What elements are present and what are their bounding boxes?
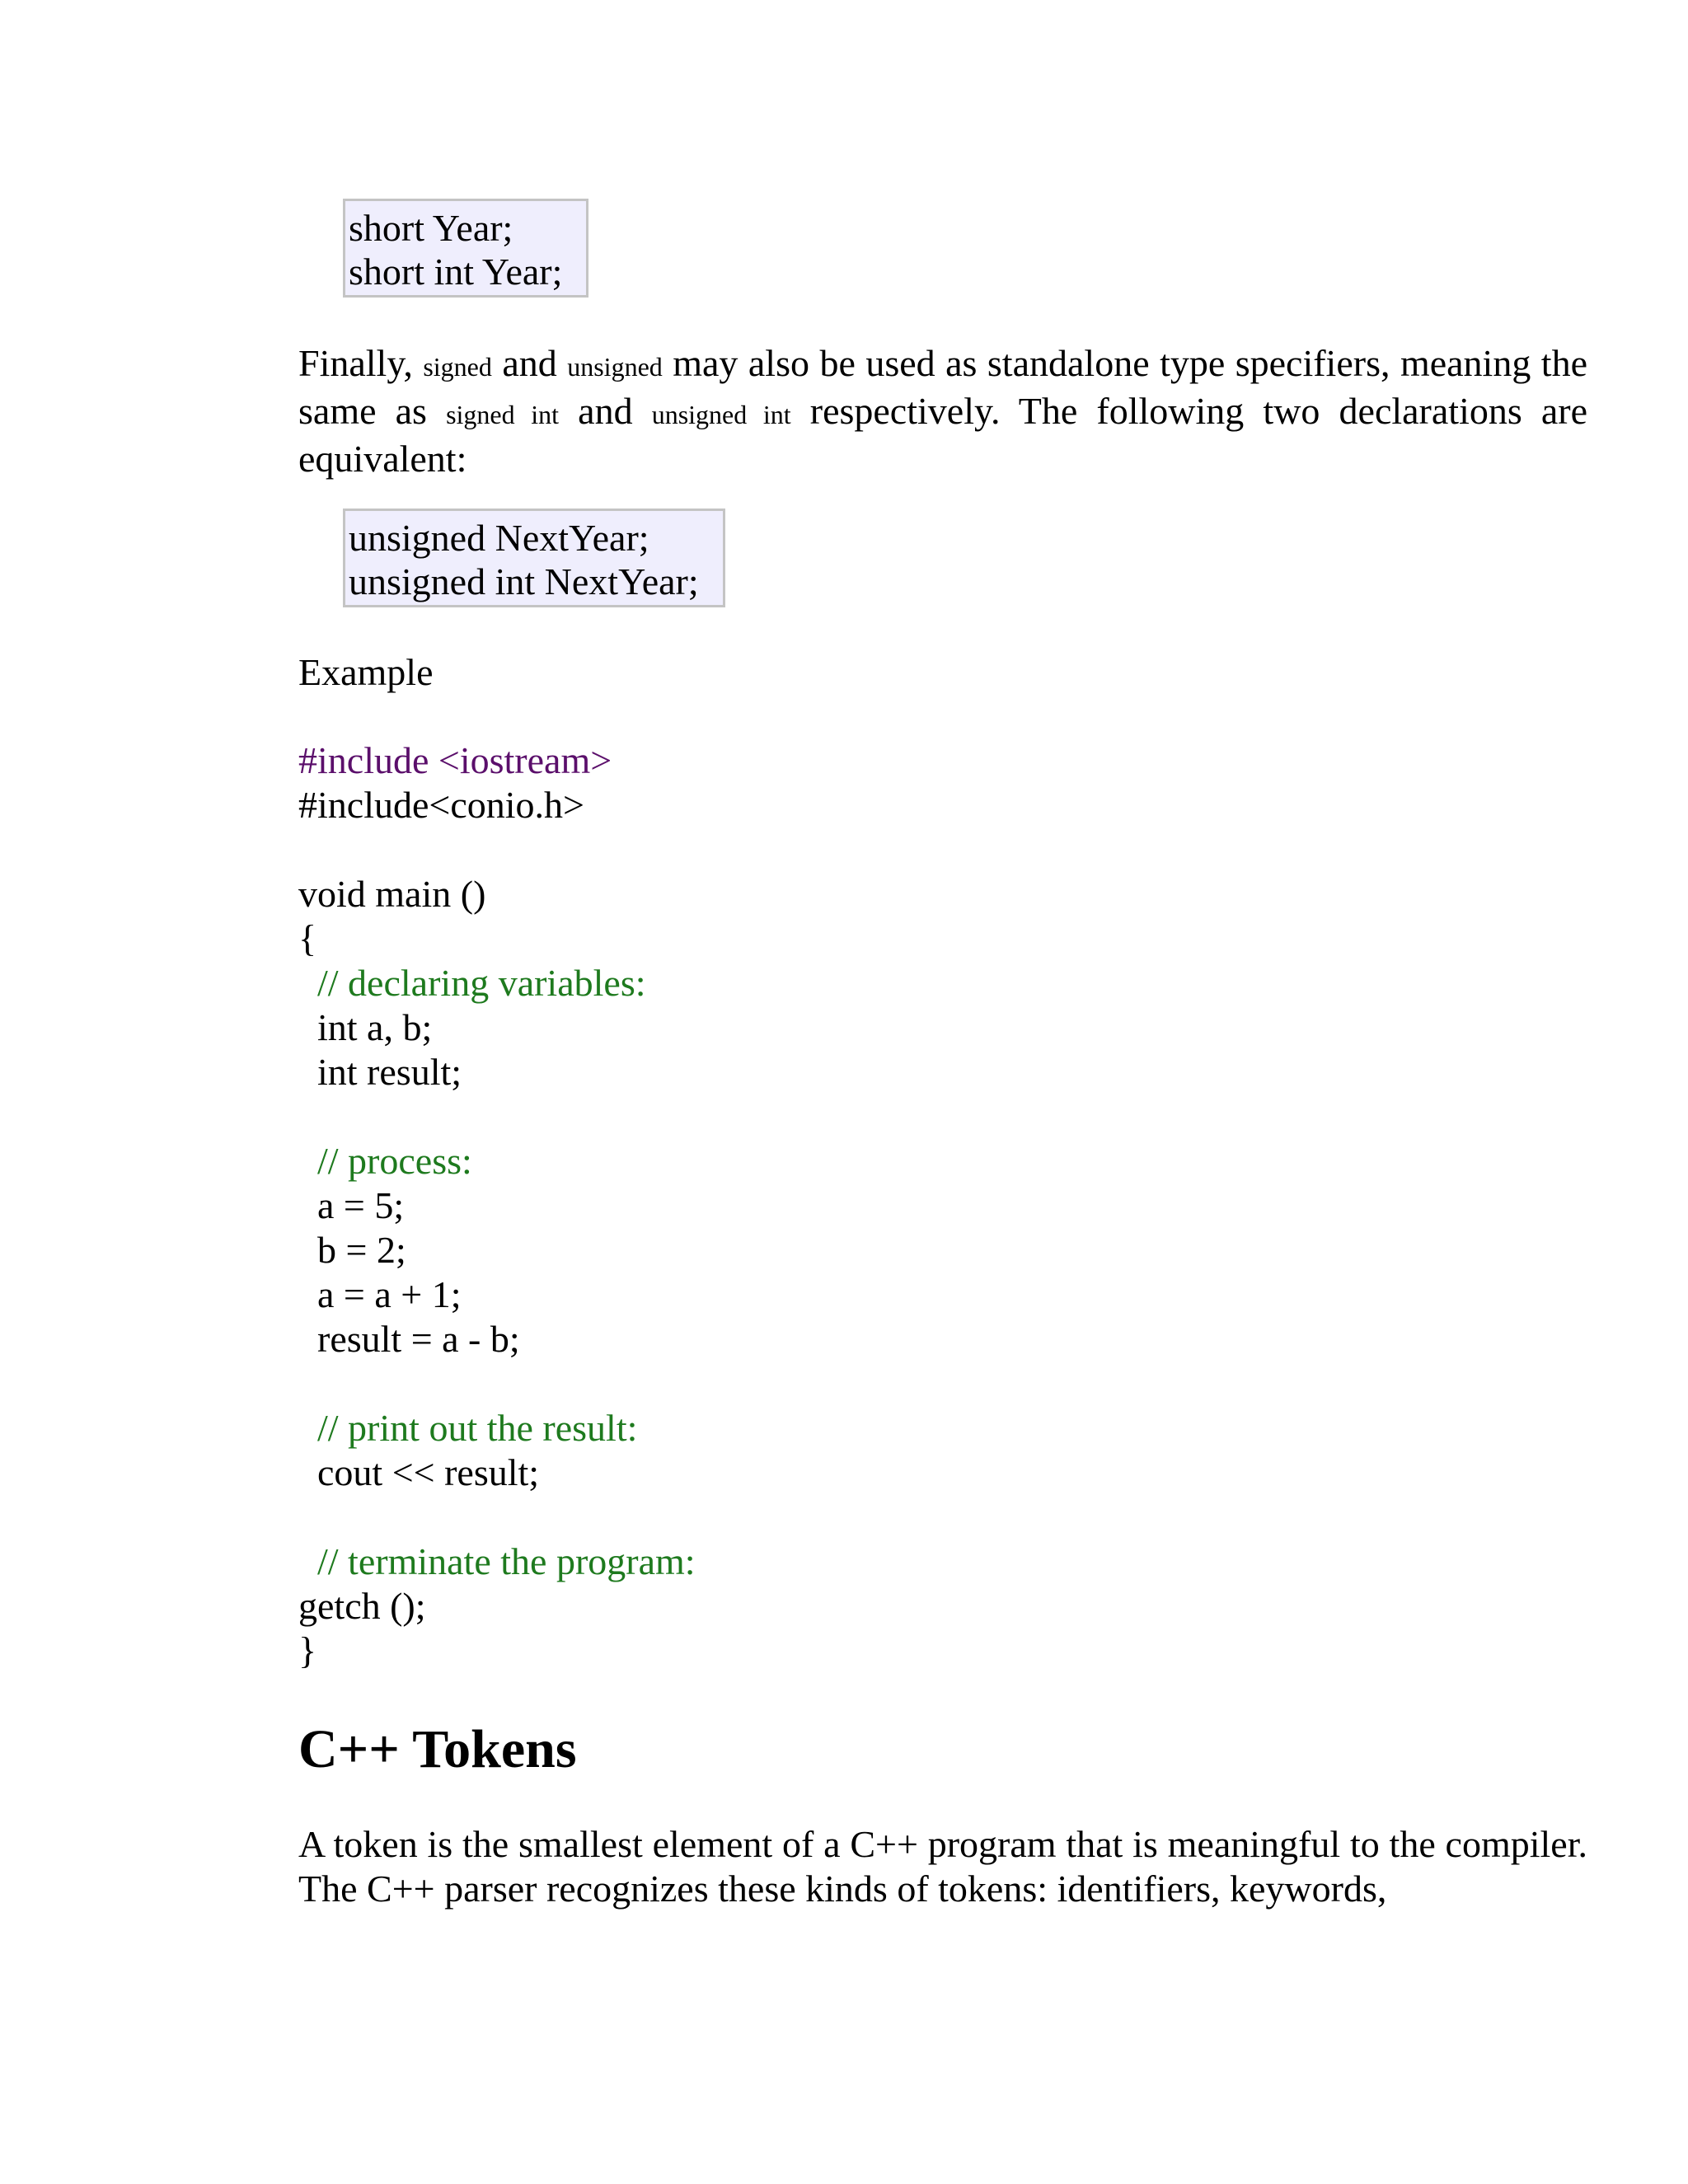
code-line: // process:: [298, 1140, 472, 1182]
code-line: b = 2;: [298, 1229, 406, 1271]
paragraph-signed-unsigned: [298, 341, 1587, 481]
code-box-line: short int Year;: [349, 251, 563, 293]
paragraph-tokens: A token is the smallest element of a C++ program that is meaningful to the compiler. The C++ parser recognizes these kinds of tokens: identifiers, keywords,: [298, 1823, 1587, 1910]
code-box-short-year: [343, 199, 588, 298]
code-box-next-year: [343, 509, 725, 607]
code-line: [298, 1094, 696, 1139]
code-line: [298, 1495, 696, 1540]
code-line: // print out the result:: [298, 1407, 638, 1449]
code-line: int result;: [298, 1051, 462, 1093]
code-line: // terminate the program:: [298, 1540, 696, 1582]
example-label: Example: [298, 651, 434, 693]
code-line: a = 5;: [298, 1184, 405, 1226]
code-line: #include<conio.h>: [298, 784, 584, 826]
code-line: a = a + 1;: [298, 1273, 462, 1315]
code-box-line: short Year;: [349, 207, 513, 249]
paragraph-text: and: [559, 390, 652, 432]
code-line: [298, 1361, 696, 1406]
code-line: result = a - b;: [298, 1318, 520, 1360]
code-line: // declaring variables:: [298, 962, 646, 1004]
paragraph-text: respectively. The following two declarations are equivalent:: [298, 390, 1588, 480]
section-heading: C++ Tokens: [298, 1719, 577, 1779]
paragraph-text: Finally,: [298, 342, 424, 384]
code-line: [298, 827, 696, 872]
paragraph-text: and: [491, 342, 568, 384]
code-box-line: unsigned NextYear;: [349, 517, 649, 559]
inline-keyword: signed: [423, 352, 492, 382]
code-line: int a, b;: [298, 1006, 433, 1048]
code-line: }: [298, 1629, 317, 1671]
paragraph-text: may also be used as standalone type specifiers, meaning the same as: [298, 342, 1587, 432]
inline-keyword: unsigned int: [651, 400, 791, 429]
code-line: {: [298, 917, 317, 959]
code-line: #include <iostream>: [298, 739, 612, 781]
inline-keyword: unsigned: [567, 352, 663, 382]
code-line: cout << result;: [298, 1451, 540, 1493]
inline-keyword: signed int: [446, 400, 560, 429]
code-listing: [298, 738, 696, 1673]
code-line: getch ();: [298, 1585, 426, 1627]
code-line: void main (): [298, 873, 486, 915]
code-box-line: unsigned int NextYear;: [349, 560, 699, 602]
